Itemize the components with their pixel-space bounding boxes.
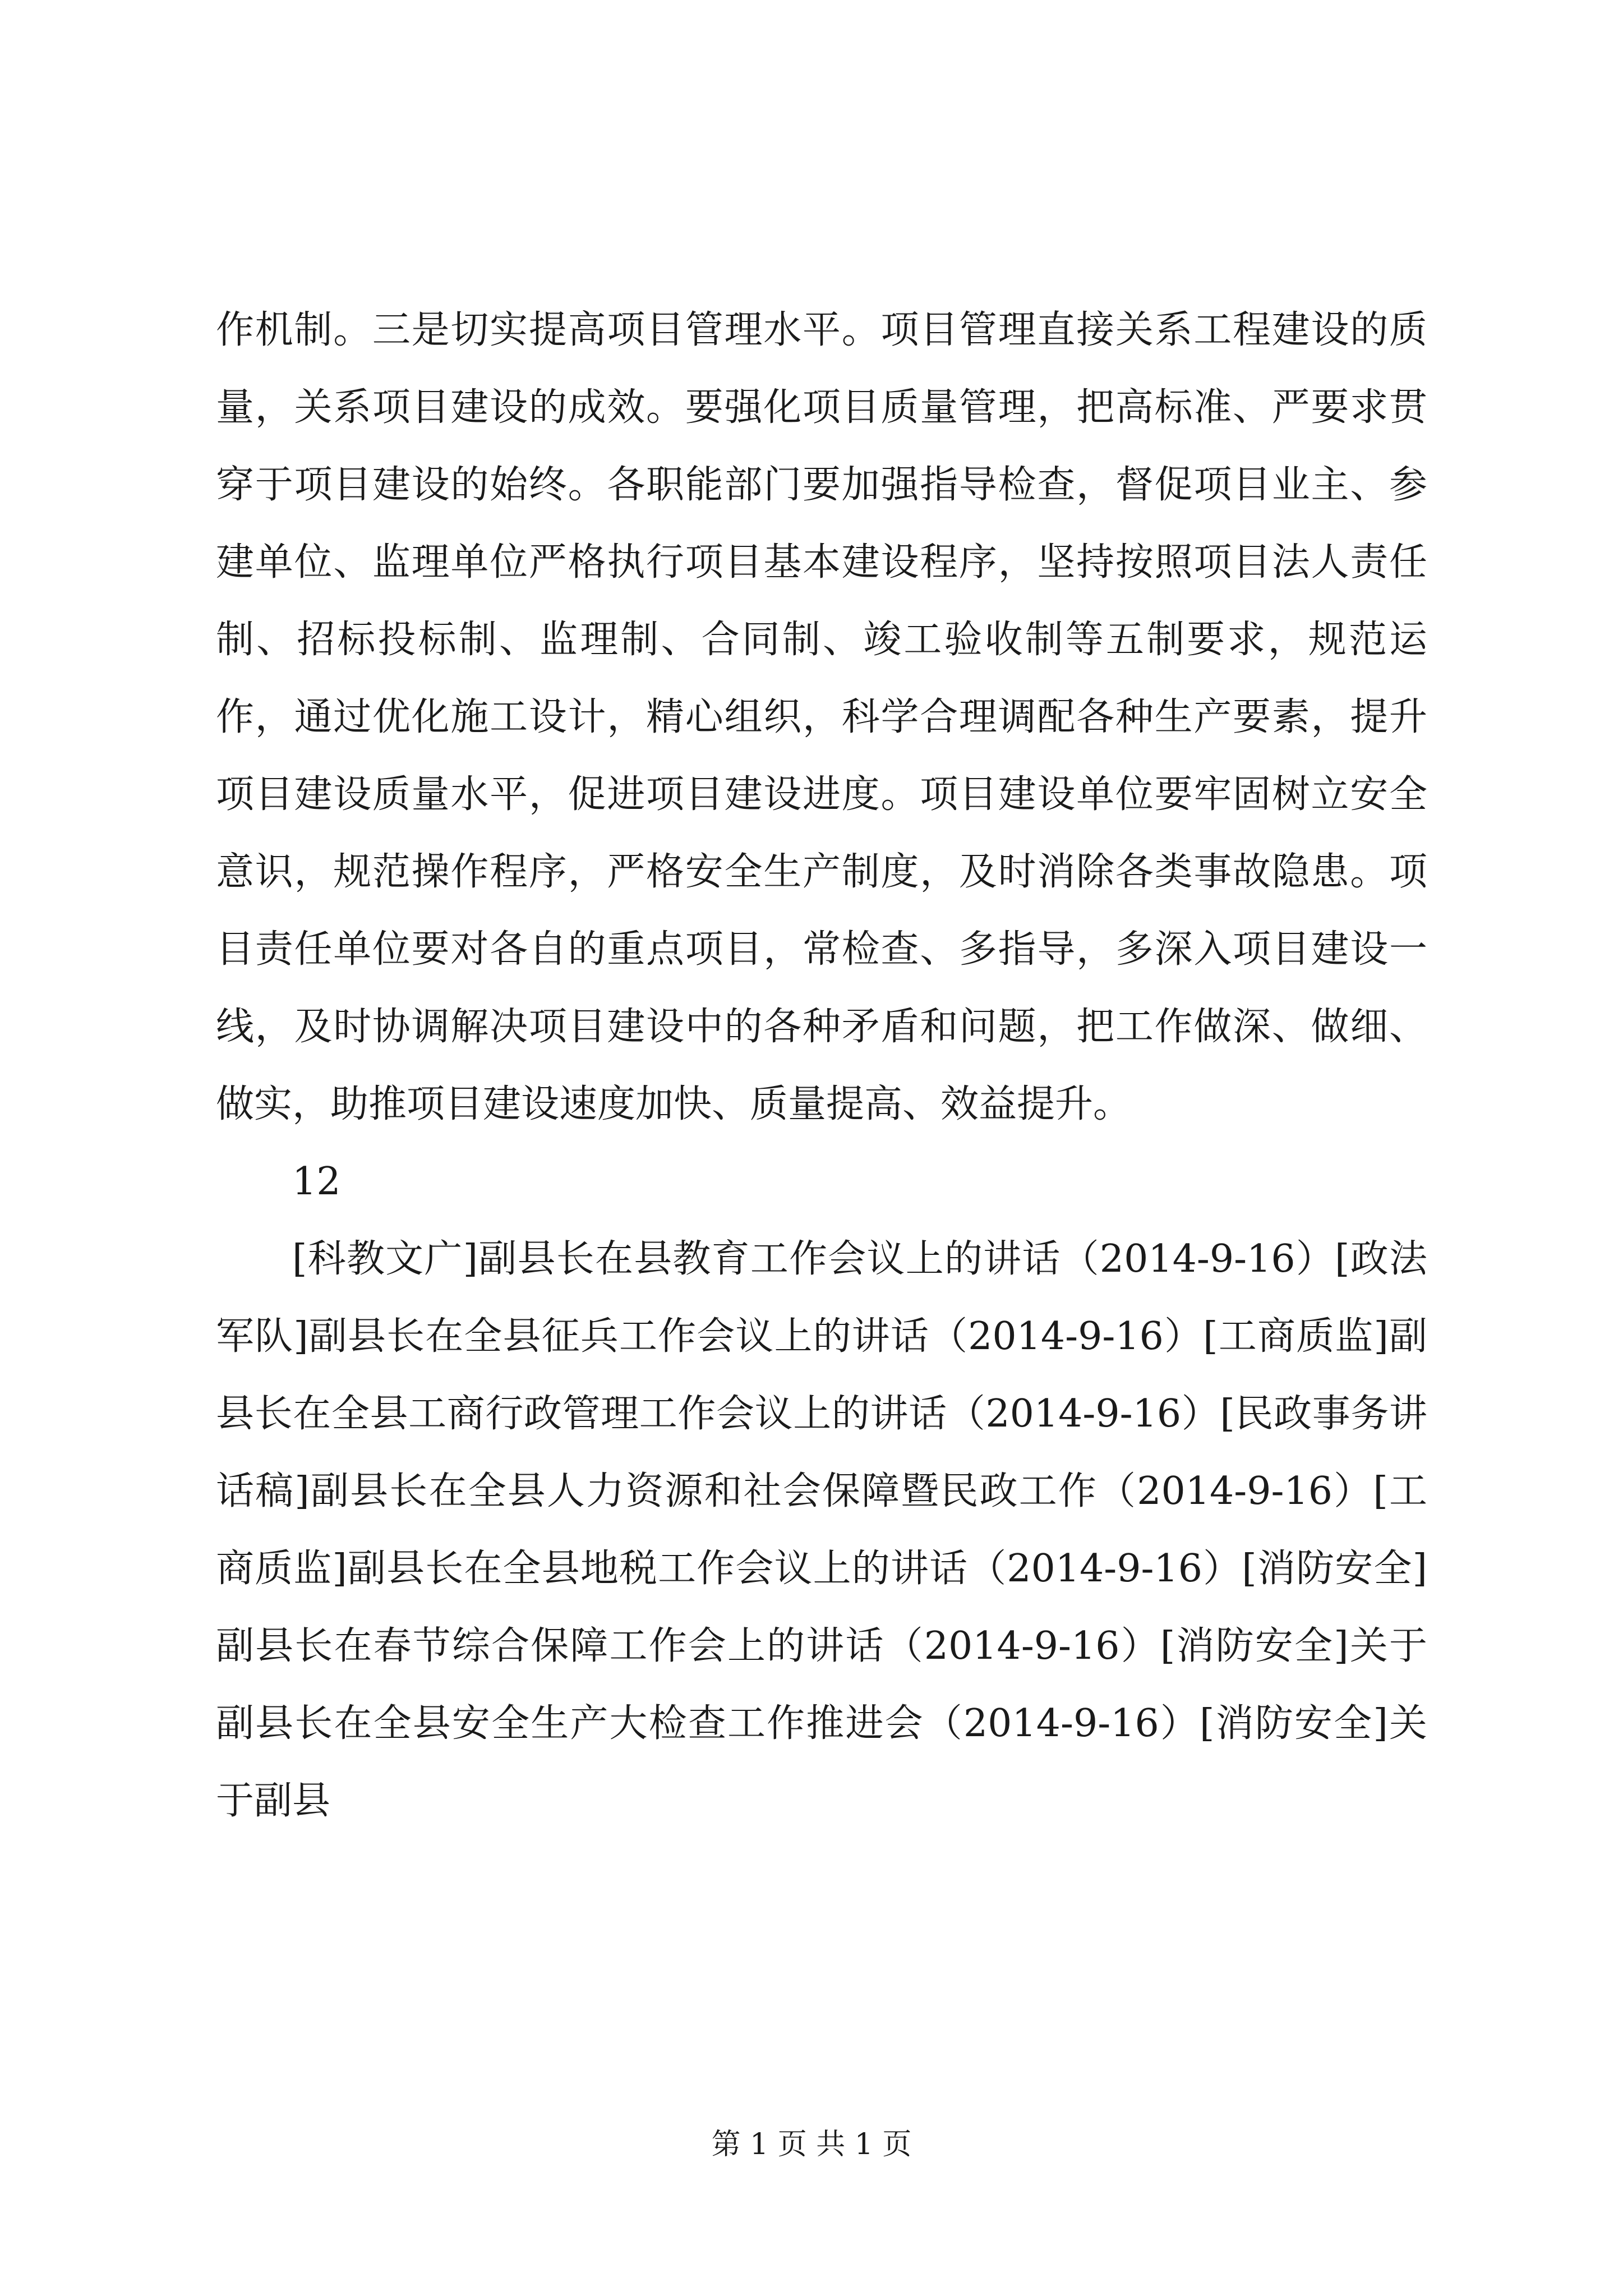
paragraph-number: 12: [292, 1159, 341, 1204]
paragraph-related-articles: [科教文广]副县长在县教育工作会议上的讲话（2014-9-16）[政法军队]副县长在全县征兵工作会议上的讲话（2014-9-16）[工商质监]副县长在全县工商行政管理工作会议上的讲话（2014-9-16）[民政事务讲话稿]副县长在全县人力资源和社会保障暨民政工作（2014-9-16）[工商质监]副县长在全县地税工作会议上的讲话（2014-9-16）[消防安全]副县长在春节综合保障工作会上的讲话（2014-9-16）[消防安全]关于副县长在全县安全生产大检查工作推进会（2014-9-16）[消防安全]关于副县: [216, 1237, 1427, 1823]
paragraph-project-management: 作机制。三是切实提高项目管理水平。项目管理直接关系工程建设的质量，关系项目建设的成效。要强化项目质量管理，把高标准、严要求贯穿于项目建设的始终。各职能部门要加强指导检查，督促项目业主、参建单位、监理单位严格执行项目基本建设程序，坚持按照项目法人责任制、招标投标制、监理制、合同制、竣工验收制等五制要求，规范运作，通过优化施工设计，精心组织，科学合理调配各种生产要素，提升项目建设质量水平，促进项目建设进度。项目建设单位要牢固树立安全意识，规范操作程序，严格安全生产制度，及时消除各类事故隐患。项目责任单位要对各自的重点项目，常检查、多指导，多深入项目建设一线，及时协调解决项目建设中的各种矛盾和问题，把工作做深、做细、做实，助推项目建设速度加快、质量提高、效益提升。: [216, 308, 1427, 1126]
document-body: [216, 292, 1427, 1840]
page-footer: 第 1 页 共 1 页: [711, 2128, 912, 2161]
